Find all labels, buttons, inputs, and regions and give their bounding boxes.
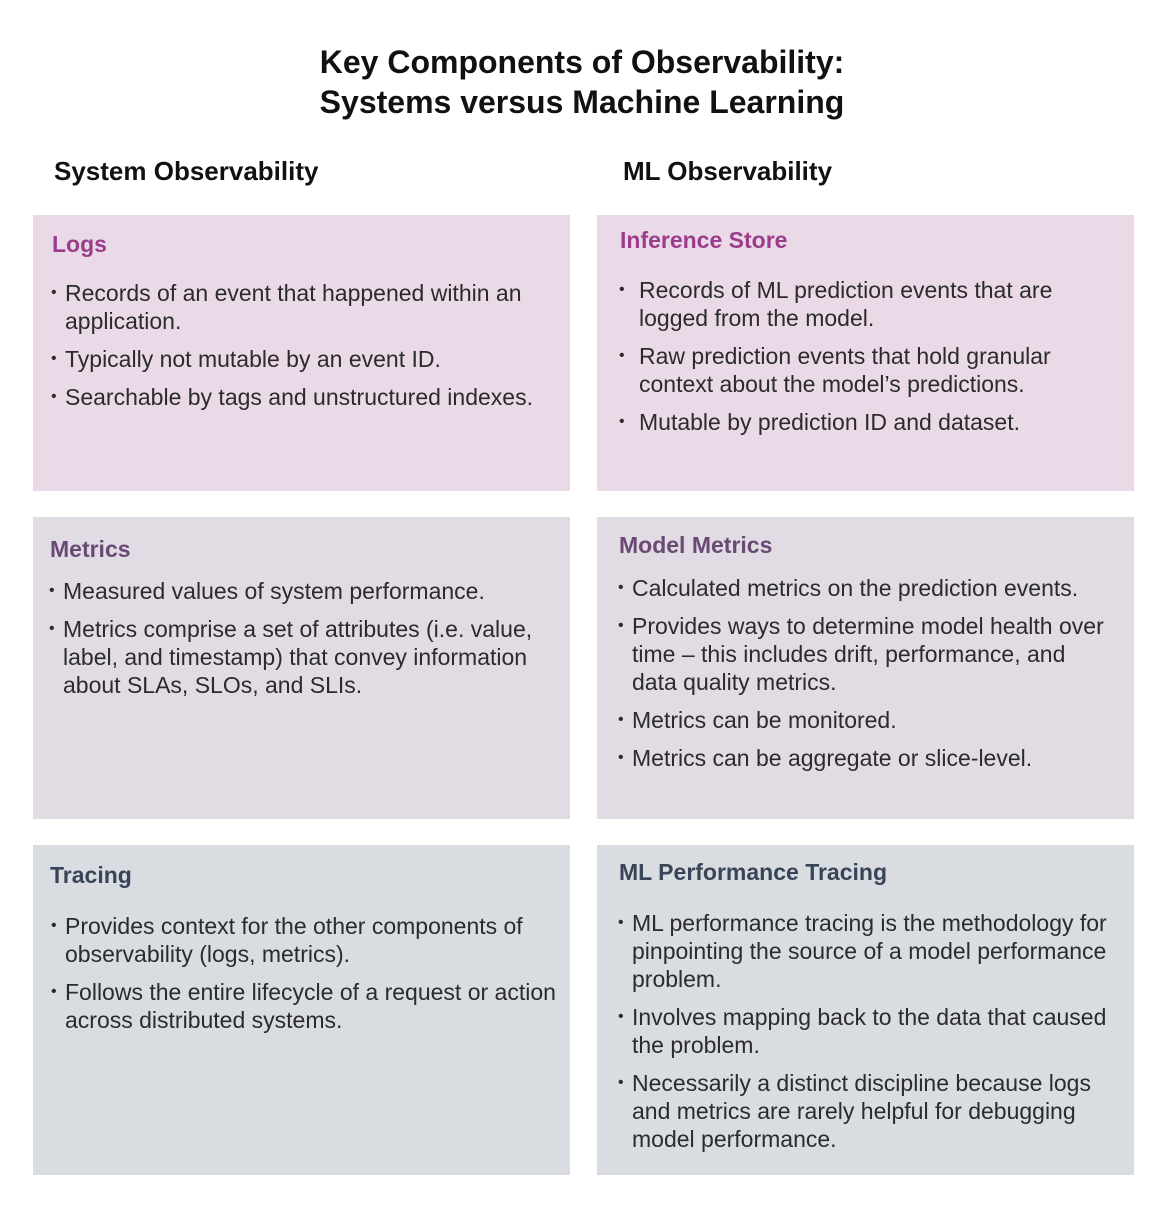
tracing-card [33,845,570,1175]
list-item: • Involves mapping back to the data that caused the problem. [618,1003,1113,1059]
logs-card-title: Logs [52,231,107,257]
ml-tracing-list [618,909,1113,1163]
list-item: • Measured values of system performance. [49,577,554,605]
ml-tracing-card [597,845,1134,1175]
list-item: • Follows the entire lifecycle of a request or action across distributed systems. [51,978,556,1034]
inference-store-list [619,276,1114,446]
list-item: • Searchable by tags and unstructured indexes. [51,383,551,411]
logs-card [33,215,570,491]
list-item: • Records of ML prediction events that are logged from the model. [619,276,1114,332]
model-metrics-card-title: Model Metrics [619,532,773,558]
list-item: • Provides ways to determine model health over time – this includes drift, performance, and data quality metrics. [618,612,1113,696]
list-item: • Provides context for the other components of observability (logs, metrics). [51,912,556,968]
tracing-list [51,912,556,1044]
list-item: • Metrics can be aggregate or slice-level. [618,744,1113,772]
column-heading-ml: ML Observability [623,156,833,186]
list-item: • Metrics can be monitored. [618,706,1113,734]
logs-list [51,279,551,421]
metrics-card [33,517,570,819]
list-item: • ML performance tracing is the methodology for pinpointing the source of a model performance problem. [618,909,1113,993]
title-line-2: Systems versus Machine Learning [319,84,845,120]
tracing-card-title: Tracing [50,862,132,888]
title-line-1: Key Components of Observability: [319,44,845,80]
list-item: • Metrics comprise a set of attributes (i.e. value, label, and timestamp) that convey information about SLAs, SLOs, and SLIs. [49,615,554,699]
model-metrics-list [618,574,1113,782]
inference-store-card [597,215,1134,491]
ml-tracing-card-title: ML Performance Tracing [619,859,887,885]
list-item: • Records of an event that happened within an application. [51,279,551,335]
list-item: • Typically not mutable by an event ID. [51,345,551,373]
column-heading-system: System Observability [54,156,319,186]
list-item: • Raw prediction events that hold granular context about the model’s predictions. [619,342,1114,398]
metrics-list [49,577,554,709]
list-item: • Necessarily a distinct discipline because logs and metrics are rarely helpful for debugging model performance. [618,1069,1113,1153]
inference-store-card-title: Inference Store [620,227,788,253]
list-item: • Calculated metrics on the prediction events. [618,574,1113,602]
page-title [0,42,1164,122]
metrics-card-title: Metrics [50,536,131,562]
list-item: • Mutable by prediction ID and dataset. [619,408,1114,436]
model-metrics-card [597,517,1134,819]
